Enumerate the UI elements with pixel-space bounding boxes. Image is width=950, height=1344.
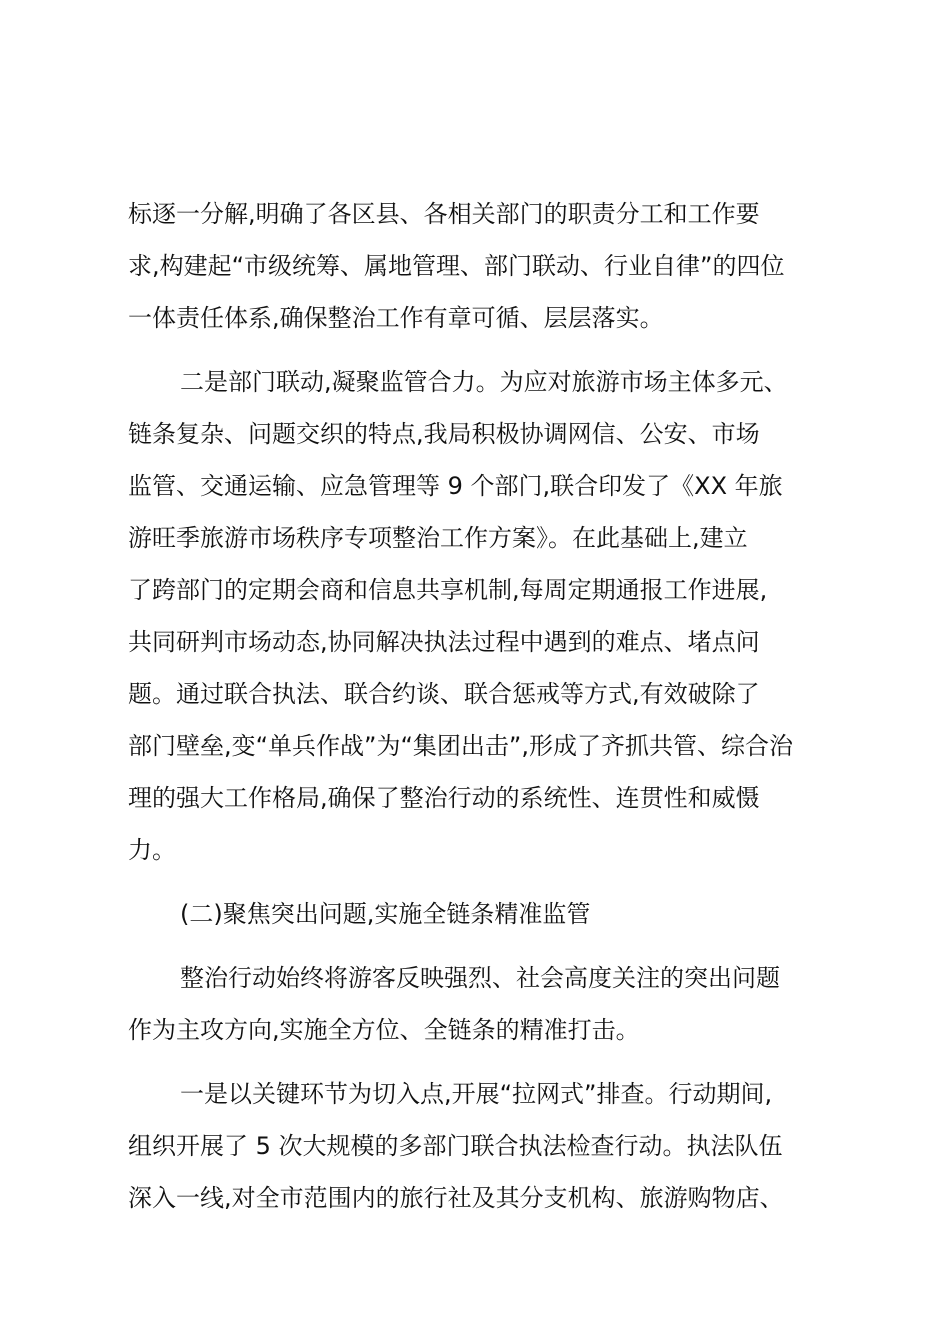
paragraph-responsibility-system bbox=[128, 188, 822, 344]
text-line: 部门壁垒,变“单兵作战”为“集团出击”,形成了齐抓共管、综合治 bbox=[128, 732, 793, 760]
text-line: 力。 bbox=[128, 836, 176, 864]
text-line: 共同研判市场动态,协同解决执法过程中遇到的难点、堵点问 bbox=[128, 628, 760, 656]
text-line: 理的强大工作格局,确保了整治行动的系统性、连贯性和威慑 bbox=[128, 784, 760, 812]
text-line: 整治行动始终将游客反映强烈、社会高度关注的突出问题 bbox=[180, 964, 780, 992]
text-line: 深入一线,对全市范围内的旅行社及其分支机构、旅游购物店、 bbox=[128, 1184, 784, 1212]
paragraph-key-links bbox=[128, 1068, 822, 1224]
text-line: 题。通过联合执法、联合约谈、联合惩戒等方式,有效破除了 bbox=[128, 680, 760, 708]
text-line: 了跨部门的定期会商和信息共享机制,每周定期通报工作进展, bbox=[128, 576, 768, 604]
text-line: 求,构建起“市级统筹、属地管理、部门联动、行业自律”的四位 bbox=[128, 252, 785, 280]
text-line: 标逐一分解,明确了各区县、各相关部门的职责分工和工作要 bbox=[128, 200, 760, 228]
section-heading-text: (二)聚焦突出问题,实施全链条精准监管 bbox=[180, 900, 591, 928]
document-body bbox=[128, 188, 822, 1224]
text-line: 一是以关键环节为切入点,开展“拉网式”排查。行动期间, bbox=[180, 1080, 773, 1108]
section-heading bbox=[128, 888, 822, 940]
text-line: 游旺季旅游市场秩序专项整治工作方案》。在此基础上,建立 bbox=[128, 524, 748, 552]
text-line: 监管、交通运输、应急管理等 9 个部门,联合印发了《XX 年旅 bbox=[128, 472, 783, 500]
paragraph-department-linkage bbox=[128, 356, 822, 876]
text-line: 一体责任体系,确保整治工作有章可循、层层落实。 bbox=[128, 304, 664, 332]
text-line: 链条复杂、问题交织的特点,我局积极协调网信、公安、市场 bbox=[128, 420, 760, 448]
text-line: 组织开展了 5 次大规模的多部门联合执法检查行动。执法队伍 bbox=[128, 1132, 783, 1160]
text-line: 作为主攻方向,实施全方位、全链条的精准打击。 bbox=[128, 1016, 640, 1044]
paragraph-focus-problems bbox=[128, 952, 822, 1056]
text-line: 二是部门联动,凝聚监管合力。为应对旅游市场主体多元、 bbox=[180, 368, 788, 396]
